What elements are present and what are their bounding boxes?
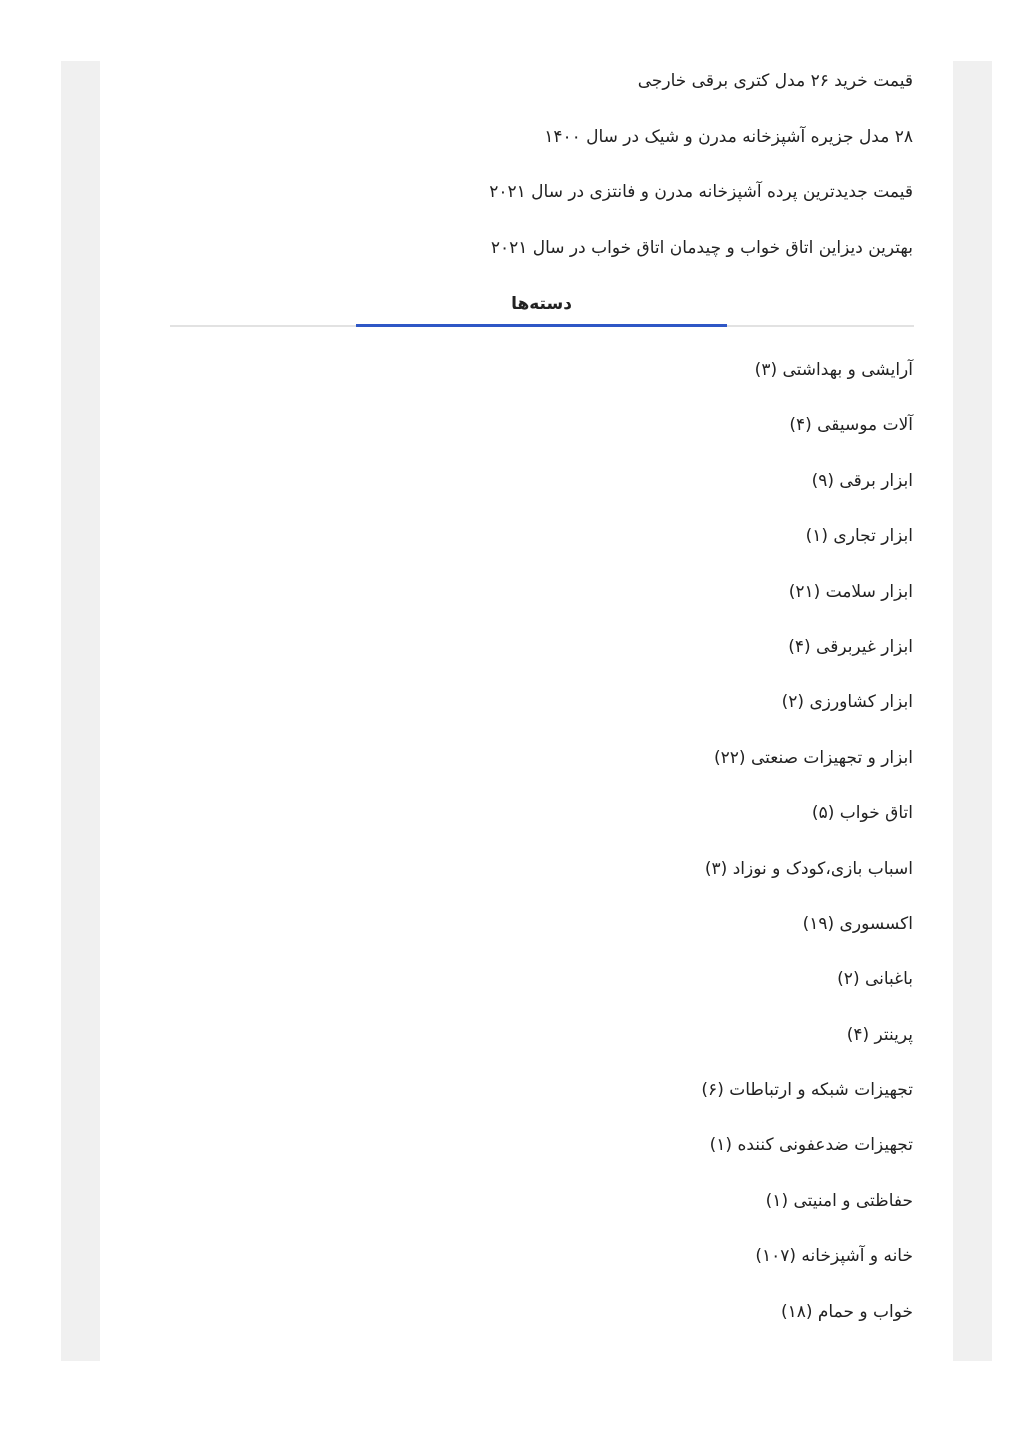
categories-list: [155, 350, 913, 1347]
category-link[interactable]: ابزار غیربرقی (۴): [788, 636, 913, 657]
category-link[interactable]: اکسسوری (۱۹): [802, 913, 913, 934]
category-link[interactable]: ابزار کشاورزی (۲): [781, 692, 913, 713]
recent-post-link[interactable]: بهترین دیزاین اتاق خواب و چیدمان اتاق خواب در سال ۲۰۲۱: [490, 237, 913, 258]
category-link[interactable]: حفاظتی و امنیتی (۱): [765, 1190, 913, 1211]
active-tab-indicator: [356, 324, 727, 327]
category-link[interactable]: ابزار تجاری (۱): [805, 526, 913, 547]
category-link[interactable]: پرینتر (۴): [846, 1024, 913, 1045]
categories-tab-header: [170, 283, 914, 339]
recent-post-link[interactable]: ۲۸ مدل جزیره آشپزخانه مدرن و شیک در سال ۱۴۰۰: [544, 126, 913, 147]
recent-post-link[interactable]: قیمت خرید ۲۶ مدل کتری برقی خارجی: [637, 71, 913, 91]
right-side-panel: [953, 61, 992, 1361]
category-link[interactable]: آرایشی و بهداشتی (۳): [754, 360, 913, 380]
recent-post-link[interactable]: قیمت جدیدترین پرده آشپزخانه مدرن و فانتزی در سال ۲۰۲۱: [489, 182, 913, 202]
category-link[interactable]: خانه و آشپزخانه (۱۰۷): [755, 1246, 913, 1267]
category-link[interactable]: اسباب بازی،کودک و نوزاد (۳): [704, 858, 913, 879]
category-link[interactable]: خواب و حمام (۱۸): [780, 1301, 913, 1322]
category-link[interactable]: تجهیزات ضدعفونی کننده (۱): [709, 1135, 913, 1156]
category-link[interactable]: ابزار و تجهیزات صنعتی (۲۲): [714, 747, 913, 768]
tab-categories[interactable]: دسته‌ها: [511, 294, 572, 314]
left-side-panel: [61, 61, 100, 1361]
sidebar-content: [155, 61, 913, 1347]
category-link[interactable]: ابزار برقی (۹): [811, 470, 913, 491]
category-link[interactable]: تجهیزات شبکه و ارتباطات (۶): [701, 1080, 913, 1101]
category-link[interactable]: آلات موسیقی (۴): [789, 415, 913, 436]
recent-posts-list: [155, 61, 913, 283]
category-link[interactable]: باغبانی (۲): [837, 969, 913, 990]
category-link[interactable]: اتاق خواب (۵): [811, 803, 913, 824]
category-link[interactable]: ابزار سلامت (۲۱): [788, 581, 913, 602]
